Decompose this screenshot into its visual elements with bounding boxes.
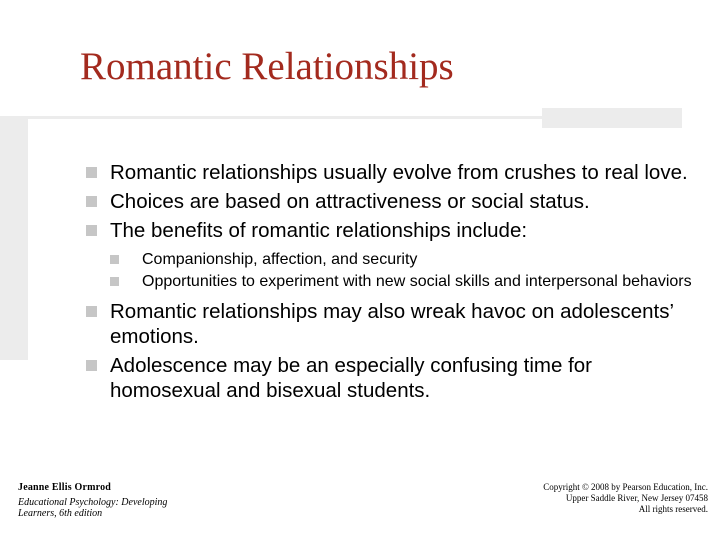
bullet-item <box>86 353 696 403</box>
bullet-item <box>86 189 696 214</box>
bullet-item <box>86 218 696 243</box>
copyright-line: Copyright © 2008 by Pearson Education, Inc. <box>543 482 708 492</box>
slide-title: Romantic Relationships <box>80 45 454 88</box>
square-bullet-icon <box>86 306 97 317</box>
bullet-text: Romantic relationships usually evolve from crushes to real love. <box>110 161 688 184</box>
sub-bullet-text: Companionship, affection, and security <box>142 251 418 268</box>
square-bullet-icon <box>86 167 97 178</box>
square-bullet-icon <box>86 196 97 207</box>
bullet-item <box>86 299 696 349</box>
sub-bullet-text: Opportunities to experiment with new social skills and interpersonal behaviors <box>142 273 692 290</box>
square-bullet-icon <box>86 225 97 236</box>
sub-bullet-item <box>110 272 696 291</box>
footer-author: Jeanne Ellis Ormrod <box>18 482 112 493</box>
sub-bullet-item <box>110 250 696 269</box>
rights-line: All rights reserved. <box>638 504 708 514</box>
bullet-item <box>86 160 696 185</box>
square-bullet-icon <box>110 277 119 286</box>
title-divider <box>28 116 542 119</box>
footer-book-title: Educational Psychology: Developing Learners, 6th edition <box>18 497 168 519</box>
bullet-list <box>86 160 696 407</box>
left-decorative-bar <box>0 116 28 360</box>
square-bullet-icon <box>110 255 119 264</box>
footer-copyright <box>543 482 708 515</box>
right-decorative-box <box>542 108 682 128</box>
bullet-text: Romantic relationships may also wreak havoc on adolescents’ emotions. <box>110 300 674 348</box>
bullet-text: Adolescence may be an especially confusing time for homosexual and bisexual students. <box>110 354 593 402</box>
bullet-text: Choices are based on attractiveness or social status. <box>110 190 590 213</box>
bullet-text: The benefits of romantic relationships include: <box>110 219 528 242</box>
square-bullet-icon <box>86 360 97 371</box>
sub-bullet-list <box>86 250 696 291</box>
footer-credits <box>18 482 178 519</box>
publisher-address: Upper Saddle River, New Jersey 07458 <box>565 493 708 503</box>
